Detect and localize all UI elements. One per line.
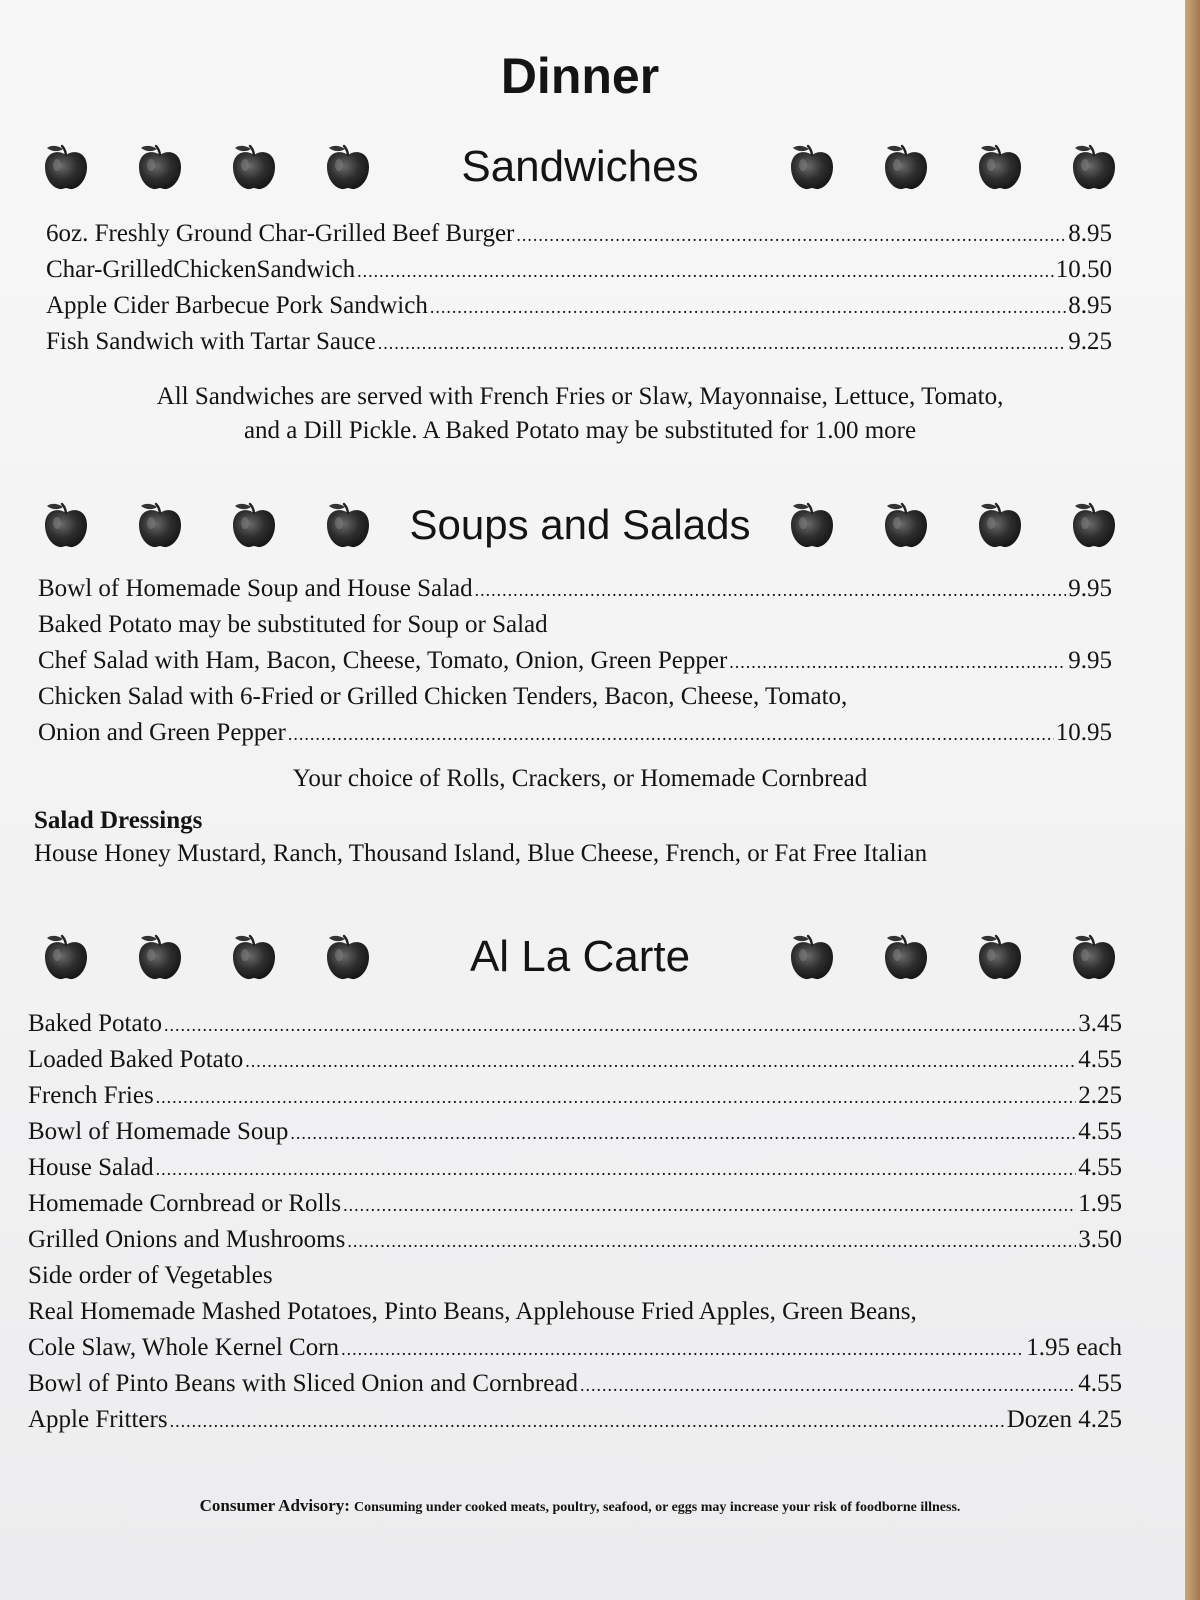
soups-salads-list: [38, 571, 1112, 751]
price: 10.95: [1055, 719, 1112, 746]
menu-item: 6oz. Freshly Ground Char-Grilled Beef Burger ..... 8.95: [46, 216, 1112, 252]
menu-item: Fish Sandwich with Tartar Sauce ..... 9.25: [46, 324, 1112, 360]
menu-item: Homemade Cornbread or Rolls ..... 1.95: [28, 1186, 1122, 1222]
consumer-advisory: [0, 1496, 1160, 1516]
apple-icon: [974, 931, 1026, 983]
section-heading-sandwiches: Sandwiches: [461, 142, 699, 191]
menu-item: Chef Salad with Ham, Bacon, Cheese, Tomato, Onion, Green Pepper ..... 9.95: [38, 643, 1112, 679]
menu-item: House Salad ..... 4.55: [28, 1150, 1122, 1186]
apple-icon: [880, 499, 932, 551]
price: 4.55: [1078, 1154, 1122, 1181]
advisory-text: Consuming under cooked meats, poultry, seafood, or eggs may increase your risk of foodborne illness.: [353, 1500, 961, 1515]
apple-icon: [40, 141, 92, 193]
price: 9.95: [1068, 575, 1112, 602]
apple-icon: [786, 141, 838, 193]
soups-heading-row: [40, 490, 1120, 560]
apple-group-right: [786, 499, 1120, 551]
menu-item: French Fries ..... 2.25: [28, 1078, 1122, 1114]
price: 2.25: [1078, 1082, 1122, 1109]
section-heading-soups-salads: Soups and Salads: [409, 501, 751, 548]
apple-group-right: [786, 931, 1120, 983]
menu-item: Apple Cider Barbecue Pork Sandwich ..... 8.95: [46, 288, 1112, 324]
item-description: Chicken Salad with 6-Fried or Grilled Chicken Tenders, Bacon, Cheese, Tomato,: [38, 683, 848, 710]
apple-icon: [1068, 141, 1120, 193]
salad-dressings: [34, 806, 1114, 872]
price: 9.95: [1068, 647, 1112, 674]
apple-icon: [134, 141, 186, 193]
vegetables-label: Side order of Vegetables: [28, 1262, 273, 1289]
apple-icon: [322, 931, 374, 983]
dressings-label: Salad Dressings: [34, 807, 203, 834]
apple-icon: [228, 931, 280, 983]
price: Dozen 4.25: [1006, 1406, 1122, 1433]
menu-item: Char-GrilledChickenSandwich ..... 10.50: [46, 252, 1112, 288]
apple-group-left: [40, 931, 374, 983]
apple-icon: [1068, 499, 1120, 551]
apple-group-left: [40, 499, 374, 551]
apple-icon: [880, 141, 932, 193]
price: 10.50: [1055, 256, 1112, 283]
menu-title: Dinner: [500, 48, 660, 104]
menu-item: Bowl of Homemade Soup and House Salad ..... 9.95: [38, 571, 1112, 607]
menu-item: Baked Potato ..... 3.45: [28, 1006, 1122, 1042]
apple-icon: [1068, 931, 1120, 983]
menu-item: Apple Fritters ..... Dozen 4.25: [28, 1402, 1122, 1438]
price: 3.45: [1078, 1010, 1122, 1037]
item-note: Baked Potato may be substituted for Soup or Salad: [38, 611, 548, 638]
sandwiches-list: [46, 216, 1112, 360]
bread-note: Your choice of Rolls, Crackers, or Homemade Cornbread: [292, 765, 868, 792]
apple-icon: [40, 499, 92, 551]
apple-icon: [228, 141, 280, 193]
price: 4.55: [1078, 1046, 1122, 1073]
sandwiches-note: All Sandwiches are served with French Fries or Slaw, Mayonnaise, Lettuce, Tomato, and a Dill Pickle. A Baked Potato may be substituted for 1.00 more: [156, 383, 1004, 444]
section-heading-al-la-carte: Al La Carte: [469, 932, 691, 981]
menu-item: Grilled Onions and Mushrooms ..... 3.50: [28, 1222, 1122, 1258]
vegetables-list: Real Homemade Mashed Potatoes, Pinto Beans, Applehouse Fried Apples, Green Beans,: [28, 1298, 917, 1325]
apple-icon: [40, 931, 92, 983]
apple-icon: [880, 931, 932, 983]
alacarte-heading-row: [40, 922, 1120, 992]
apple-icon: [134, 499, 186, 551]
apple-icon: [786, 931, 838, 983]
menu-item: Onion and Green Pepper ..... 10.95: [38, 715, 1112, 751]
price: 1.95: [1078, 1190, 1122, 1217]
apple-group-right: [786, 141, 1120, 193]
apple-icon: [974, 499, 1026, 551]
price: 8.95: [1068, 292, 1112, 319]
menu-item: Bowl of Homemade Soup ..... 4.55: [28, 1114, 1122, 1150]
menu-item: Cole Slaw, Whole Kernel Corn ..... 1.95 each: [28, 1330, 1122, 1366]
apple-icon: [974, 141, 1026, 193]
menu-item: Loaded Baked Potato ..... 4.55: [28, 1042, 1122, 1078]
apple-icon: [228, 499, 280, 551]
alacarte-list: [28, 1006, 1122, 1438]
price: 3.50: [1078, 1226, 1122, 1253]
price: 8.95: [1068, 220, 1112, 247]
sandwiches-heading-row: [40, 132, 1120, 202]
price: 4.55: [1078, 1370, 1122, 1397]
table-edge: [1185, 0, 1200, 1600]
dressings-list: House Honey Mustard, Ranch, Thousand Island, Blue Cheese, French, or Fat Free Italian: [34, 840, 928, 867]
price: 9.25: [1068, 328, 1112, 355]
price: 4.55: [1078, 1118, 1122, 1145]
apple-icon: [134, 931, 186, 983]
apple-icon: [322, 499, 374, 551]
apple-group-left: [40, 141, 374, 193]
apple-icon: [786, 499, 838, 551]
advisory-label: Consumer Advisory:: [199, 1496, 350, 1515]
price: 1.95 each: [1026, 1334, 1122, 1361]
menu-item: Bowl of Pinto Beans with Sliced Onion and Cornbread ..... 4.55: [28, 1366, 1122, 1402]
apple-icon: [322, 141, 374, 193]
